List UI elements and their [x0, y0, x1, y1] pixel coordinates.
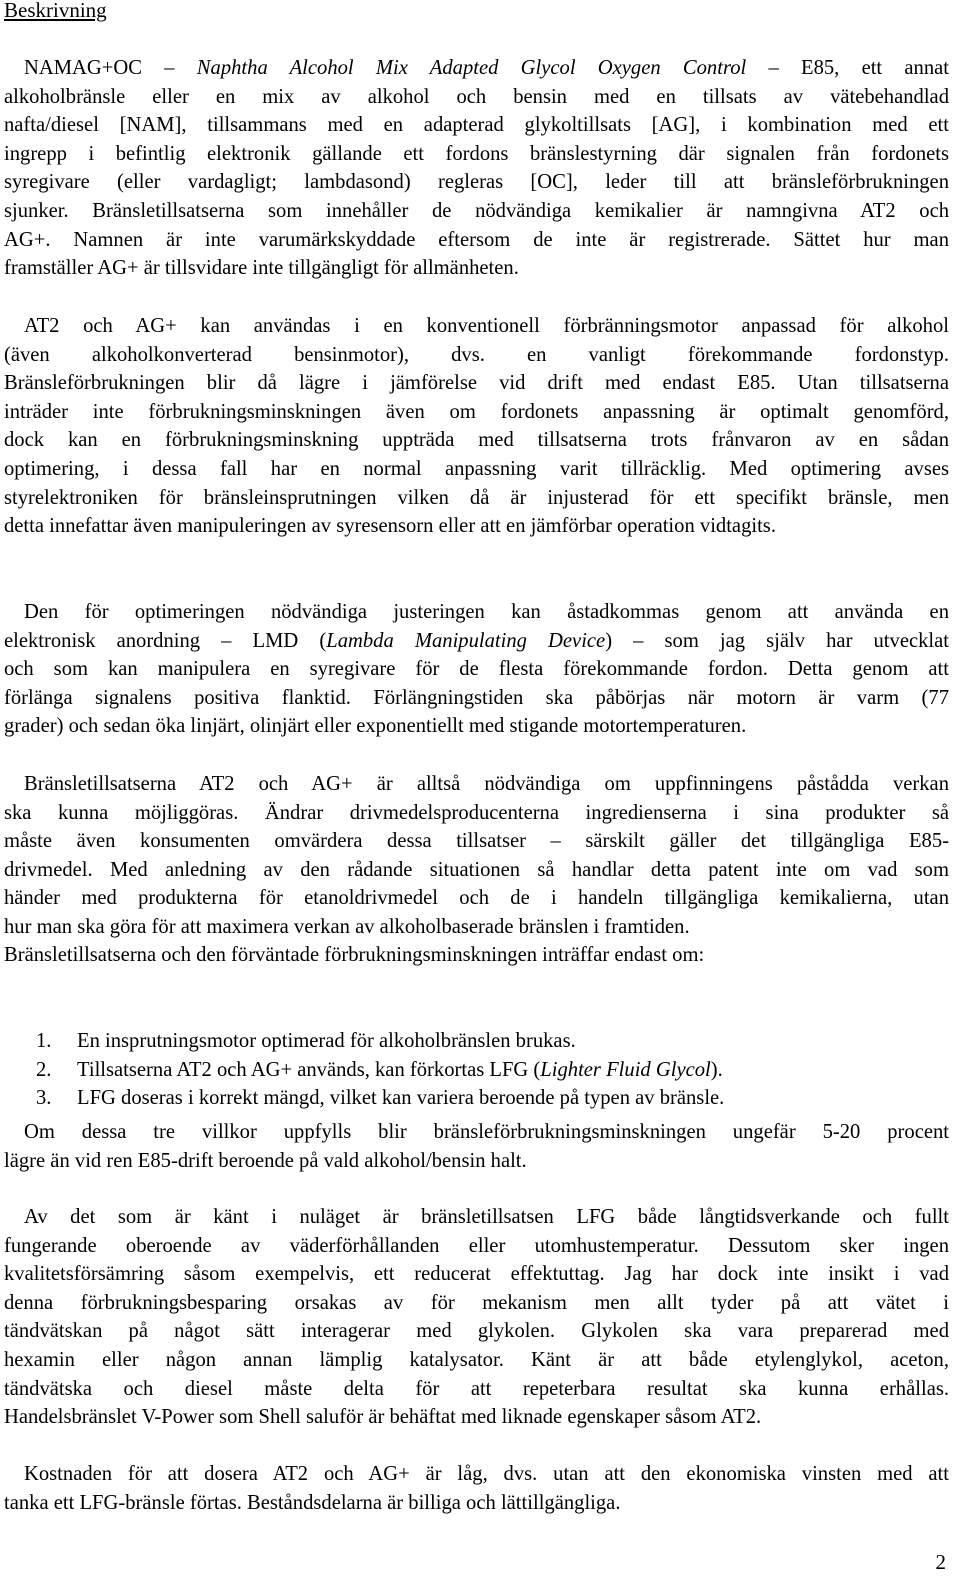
text-line: dock kan en förbrukningsminskning uppträda med tillsatserna trots frånvaron av en sådan [4, 429, 949, 452]
text-line: framställer AG+ är tillsvidare inte tillgängligt för allmänheten. [4, 257, 519, 280]
text-line: förlänga signalens positiva flanktid. Förlängningstiden ska påbörjas när motorn är varm (77 [4, 686, 949, 709]
list-number: 1. [36, 1030, 52, 1052]
text-line: drivmedel. Med anledning av den rådande situationen så handlar detta patent inte om vad som [4, 858, 949, 881]
list-item: 3. LFG doseras i korrekt mängd, vilket kan variera beroende på typen av bränsle. [0, 1084, 945, 1113]
text-line: hur man ska göra för att maximera verkan av alkoholbaserade bränslen i framtiden. [4, 915, 690, 938]
section-heading: Beskrivning [4, 0, 107, 22]
text-line: måste även konsumenten omvärdera dessa tillsatser – särskilt gäller det tillgängliga E85- [4, 830, 949, 853]
paragraph-3 [4, 598, 949, 741]
list-item: 2. Tillsatserna AT2 och AG+ används, kan förkortas LFG (Lighter Fluid Glycol). [0, 1056, 945, 1085]
text-line: grader) och sedan öka linjärt, olinjärt eller exponentiellt med stigande motortemperaturen. [4, 715, 747, 738]
text-line: Av det som är känt i nuläget är bränsletillsatsen LFG både långtidsverkande och fullt [24, 1206, 949, 1228]
text-line: (även alkoholkonverterad bensinmotor), dvs. en vanligt förekommande fordonstyp. [4, 343, 949, 366]
paragraph-6 [4, 1118, 949, 1175]
text-line: ingrepp i befintlig elektronik gällande ett fordons bränslestyrning där signalen från fordonets [4, 142, 949, 165]
text-line: NAMAG+OC – Naphtha Alcohol Mix Adapted Glycol Oxygen Control – E85, ett annat [24, 57, 949, 79]
text-line: Bränsletillsatserna AT2 och AG+ är alltså nödvändiga om uppfinningens påstådda verkan [24, 773, 949, 795]
text-line: och som kan manipulera en syregivare för de flesta förekommande fordon. Detta genom att [4, 658, 949, 681]
paragraph-2 [4, 312, 949, 541]
paragraph-8 [4, 1460, 949, 1517]
text-line: Bränsleförbrukningen blir då lägre i jämförelse vid drift med endast E85. Utan tillsatserna [4, 372, 949, 395]
text-line: elektronisk anordning – LMD (Lambda Manipulating Device) – som jag själv har utvecklat [4, 629, 949, 652]
text-line: tändvätskan på något sätt interagerar med glykolen. Glykolen ska vara preparerad med [4, 1320, 949, 1343]
page-number: 2 [935, 1550, 946, 1574]
text-line: sjunker. Bränsletillsatserna som innehåller de nödvändiga kemikalier är namngivna AT2 och [4, 199, 949, 222]
text-line: syregivare (eller vardagligt; lambdasond) regleras [OC], leder till att bränsleförbrukningen [4, 171, 949, 194]
text-line: Handelsbränslet V-Power som Shell saluför är behäftat med liknade egenskaper såsom AT2. [4, 1406, 762, 1429]
text-line: nafta/diesel [NAM], tillsammans med en adapterad glykoltillsats [AG], i kombination med ett [4, 114, 949, 137]
list-item: 1. En insprutningsmotor optimerad för alkoholbränslen brukas. [0, 1027, 945, 1056]
text-line: Den för optimeringen nödvändiga justeringen kan åstadkommas genom att använda en [24, 601, 949, 623]
text-line: inträder inte förbrukningsminskningen även om fordonets anpassning är optimalt genomförd, [4, 400, 949, 423]
text-line: detta innefattar även manipuleringen av syresensorn eller att en jämförbar operation vidtagits. [4, 515, 776, 538]
text-line: fungerande oberoende av väderförhållanden eller utomhustemperatur. Dessutom sker ingen [4, 1234, 949, 1257]
list-number: 3. [36, 1087, 52, 1110]
text-line: Kostnaden för att dosera AT2 och AG+ är låg, dvs. utan att den ekonomiska vinsten med att [24, 1463, 949, 1485]
text-line: AT2 och AG+ kan användas i en konventionell förbränningsmotor anpassad för alkohol [24, 315, 949, 337]
text-line: alkoholbränsle eller en mix av alkohol och bensin med en tillsats av vätebehandlad [4, 85, 949, 108]
text-line: hexamin eller någon annan lämplig katalysator. Känt är att både etylenglykol, aceton, [4, 1348, 949, 1371]
text-line: styrelektroniken för bränsleinsprutningen vilken då är injusterad för ett specifikt bränsle, men [4, 486, 949, 509]
paragraph-4 [4, 770, 949, 942]
text-line: lägre än vid ren E85-drift beroende på vald alkohol/bensin halt. [4, 1149, 527, 1172]
text-line: Bränsletillsatserna och den förväntade förbrukningsminskningen inträffar endast om: [4, 944, 705, 966]
text-line: AG+. Namnen är inte varumärkskyddade eftersom de inte är registrerade. Sättet hur man [4, 228, 949, 251]
text-line: tändvätska och diesel måste delta för att repeterbara resultat ska kunna erhållas. [4, 1377, 949, 1400]
list-number: 2. [36, 1058, 52, 1081]
text-line: tanka ett LFG-bränsle förtas. Beståndsdelarna är billiga och lättillgängliga. [4, 1491, 621, 1514]
text-line: ska kunna möjliggöras. Ändrar drivmedelsproducenterna ingredienserna i sina produkter så [4, 801, 949, 824]
condition-list [0, 1027, 945, 1113]
text-line: Om dessa tre villkor uppfylls blir bränsleförbrukningsminskningen ungefär 5-20 procent [24, 1121, 949, 1143]
paragraph-1 [4, 54, 949, 283]
paragraph-5 [4, 941, 949, 970]
text-line: händer med produkterna för etanoldrivmedel och de i handeln tillgängliga kemikalierna, utan [4, 887, 949, 910]
text-line: optimering, i dessa fall har en normal anpassning varit tillräcklig. Med optimering avses [4, 457, 949, 480]
text-line: kvalitetsförsämring såsom exempelvis, ett reducerat effektuttag. Jag har dock inte insikt i vad [4, 1263, 949, 1286]
paragraph-7 [4, 1203, 949, 1432]
text-line: denna förbrukningsbesparing orsakas av för mekanism men allt tyder på att vätet i [4, 1291, 949, 1314]
